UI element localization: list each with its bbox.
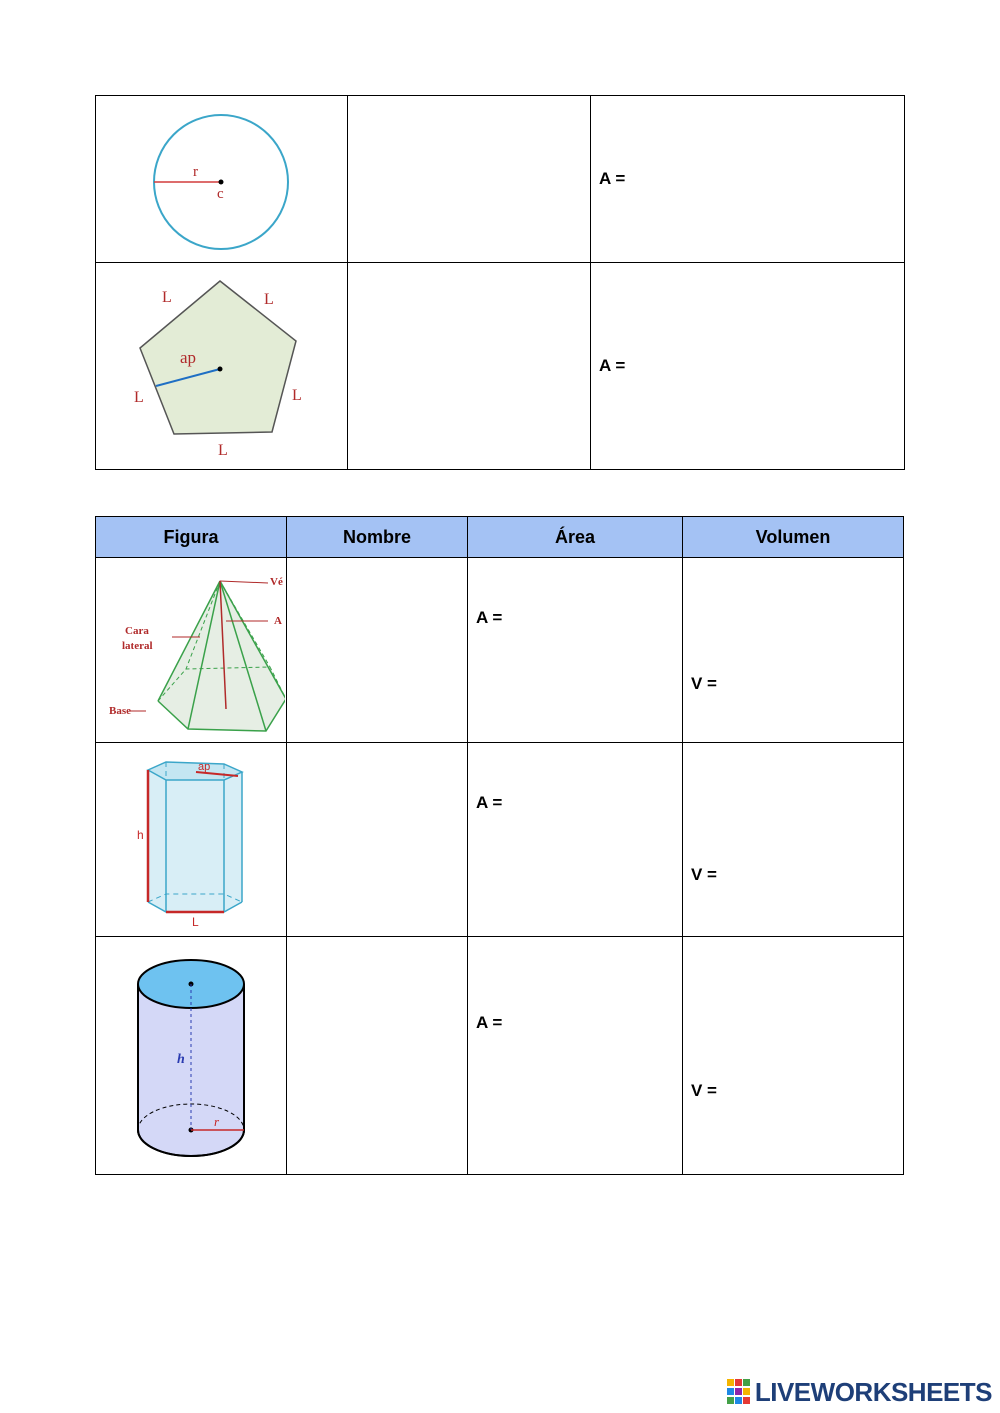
height-label: h <box>177 1051 185 1067</box>
apothem-label: ap <box>198 760 211 773</box>
area-formula-label: A = <box>476 1013 503 1032</box>
area-answer-cell[interactable] <box>591 263 905 470</box>
pentagon-figure-cell <box>96 263 348 470</box>
volume-answer-cell[interactable] <box>683 743 904 937</box>
volume-formula-label: V = <box>691 1081 717 1100</box>
table-row <box>96 558 904 743</box>
hexagonal-prism-figure-icon <box>96 744 285 936</box>
name-answer-cell[interactable] <box>348 96 591 263</box>
volume-formula-label: V = <box>691 865 717 884</box>
table-row <box>96 743 904 937</box>
side-label: L <box>162 288 172 306</box>
table-row <box>96 937 904 1175</box>
header-area: Área <box>468 517 683 558</box>
radius-label: r <box>193 163 198 180</box>
radius-label: r <box>214 1113 220 1129</box>
hexagonal-prism-figure-cell <box>96 743 287 937</box>
pyramid-figure-cell <box>96 558 287 743</box>
circle-figure-cell <box>96 96 348 263</box>
name-answer-cell[interactable] <box>287 558 468 743</box>
table-header-row <box>96 517 904 558</box>
cylinder-figure-icon <box>96 938 285 1174</box>
side-label: L <box>264 290 274 308</box>
circle-figure-icon <box>96 97 346 262</box>
pyramid-figure-icon <box>96 559 285 742</box>
apothem-label: ap <box>180 347 197 367</box>
lateral-face-label: Cara <box>125 624 149 637</box>
liveworksheets-logo-icon <box>727 1379 751 1405</box>
vertex-label: Vé <box>270 575 283 588</box>
area-formula-label: A = <box>599 356 626 375</box>
pentagon-figure-icon <box>96 264 346 469</box>
volume-answer-cell[interactable] <box>683 937 904 1175</box>
area-formula-label: A = <box>476 793 503 812</box>
name-answer-cell[interactable] <box>348 263 591 470</box>
volume-formula-label: V = <box>691 674 717 693</box>
table-row <box>96 96 905 263</box>
solids-table <box>95 516 904 1175</box>
area-answer-cell[interactable] <box>468 743 683 937</box>
area-answer-cell[interactable] <box>468 937 683 1175</box>
area-answer-cell[interactable] <box>591 96 905 263</box>
height-label: h <box>137 827 144 842</box>
header-figura: Figura <box>96 517 287 558</box>
header-nombre: Nombre <box>287 517 468 558</box>
volume-answer-cell[interactable] <box>683 558 904 743</box>
side-label: L <box>292 386 302 404</box>
logo-text: LIVEWORKSHEETS <box>754 1376 992 1407</box>
shapes-table <box>95 95 905 470</box>
name-answer-cell[interactable] <box>287 937 468 1175</box>
apothem-label: A <box>274 614 282 627</box>
area-formula-label: A = <box>599 169 626 188</box>
header-volumen: Volumen <box>683 517 904 558</box>
table-row <box>96 263 905 470</box>
center-label: c <box>217 185 224 202</box>
area-answer-cell[interactable] <box>468 558 683 743</box>
cylinder-figure-cell <box>96 937 287 1175</box>
name-answer-cell[interactable] <box>287 743 468 937</box>
side-label: L <box>134 388 144 406</box>
base-label: Base <box>109 704 131 717</box>
liveworksheets-logo[interactable] <box>727 1376 992 1408</box>
side-label: L <box>192 914 199 929</box>
area-formula-label: A = <box>476 608 503 627</box>
side-label: L <box>218 441 228 459</box>
lateral-face-label: lateral <box>122 639 153 652</box>
